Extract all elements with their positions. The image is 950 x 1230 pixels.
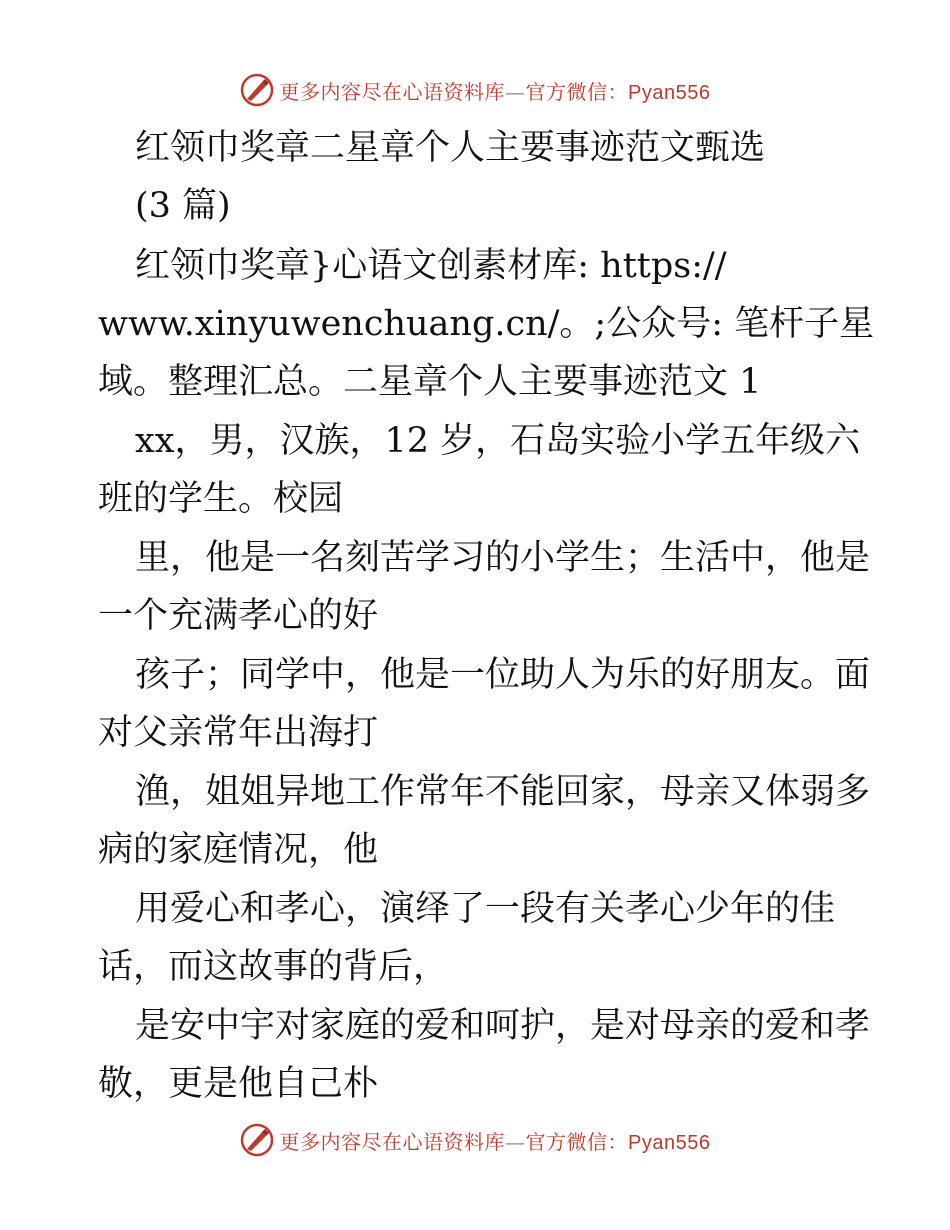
banner-dash: — — [505, 1129, 526, 1154]
document-title-line-1: 红领巾奖章二星章个人主要事迹范文甄选 — [135, 128, 766, 168]
text-line: 敬，更是他自己朴 — [98, 1064, 379, 1104]
banner-wechat-id: Pyan556 — [628, 81, 711, 104]
text-line: 班的学生。校园 — [98, 479, 344, 519]
banner-site-text: 更多内容尽在心语资料库 — [279, 1129, 506, 1154]
banner-text — [280, 76, 711, 105]
text-line: 话，而这故事的背后， — [98, 947, 449, 987]
banner-dash: — — [505, 79, 526, 104]
header-banner — [0, 70, 950, 110]
pen-logo-icon — [240, 73, 274, 107]
text-line: 域。整理汇总。二星章个人主要事迹范文 1 — [98, 362, 762, 402]
banner-text — [280, 1126, 711, 1155]
text-line: xx，男，汉族，12 岁，石岛实验小学五年级六 — [135, 421, 861, 461]
text-line: 是安中宇对家庭的爱和呵护，是对母亲的爱和孝 — [135, 1006, 871, 1046]
document-title-line-2: (3 篇) — [135, 186, 231, 226]
footer-banner — [0, 1120, 950, 1160]
text-line: 红领巾奖章}心语文创素材库: https:// — [135, 246, 727, 286]
text-line: www.xinyuwenchuang.cn/。;公众号: 笔杆子星 — [98, 304, 875, 344]
text-line: 孩子；同学中，他是一位助人为乐的好朋友。面 — [135, 655, 871, 695]
text-line: 病的家庭情况，他 — [98, 830, 379, 870]
text-line: 用爱心和孝心，演绎了一段有关孝心少年的佳 — [135, 889, 836, 929]
banner-site-text: 更多内容尽在心语资料库 — [279, 79, 506, 104]
text-line: 渔，姐姐异地工作常年不能回家，母亲又体弱多 — [135, 772, 871, 812]
text-line: 里，他是一名刻苦学习的小学生；生活中，他是 — [135, 538, 871, 578]
banner-wechat-id: Pyan556 — [628, 1131, 711, 1154]
text-line: 一个充满孝心的好 — [98, 596, 379, 636]
banner-wechat-label: 官方微信： — [525, 1129, 629, 1154]
text-line: 对父亲常年出海打 — [98, 713, 379, 753]
banner-wechat-label: 官方微信： — [525, 79, 629, 104]
pen-logo-icon — [240, 1123, 274, 1157]
